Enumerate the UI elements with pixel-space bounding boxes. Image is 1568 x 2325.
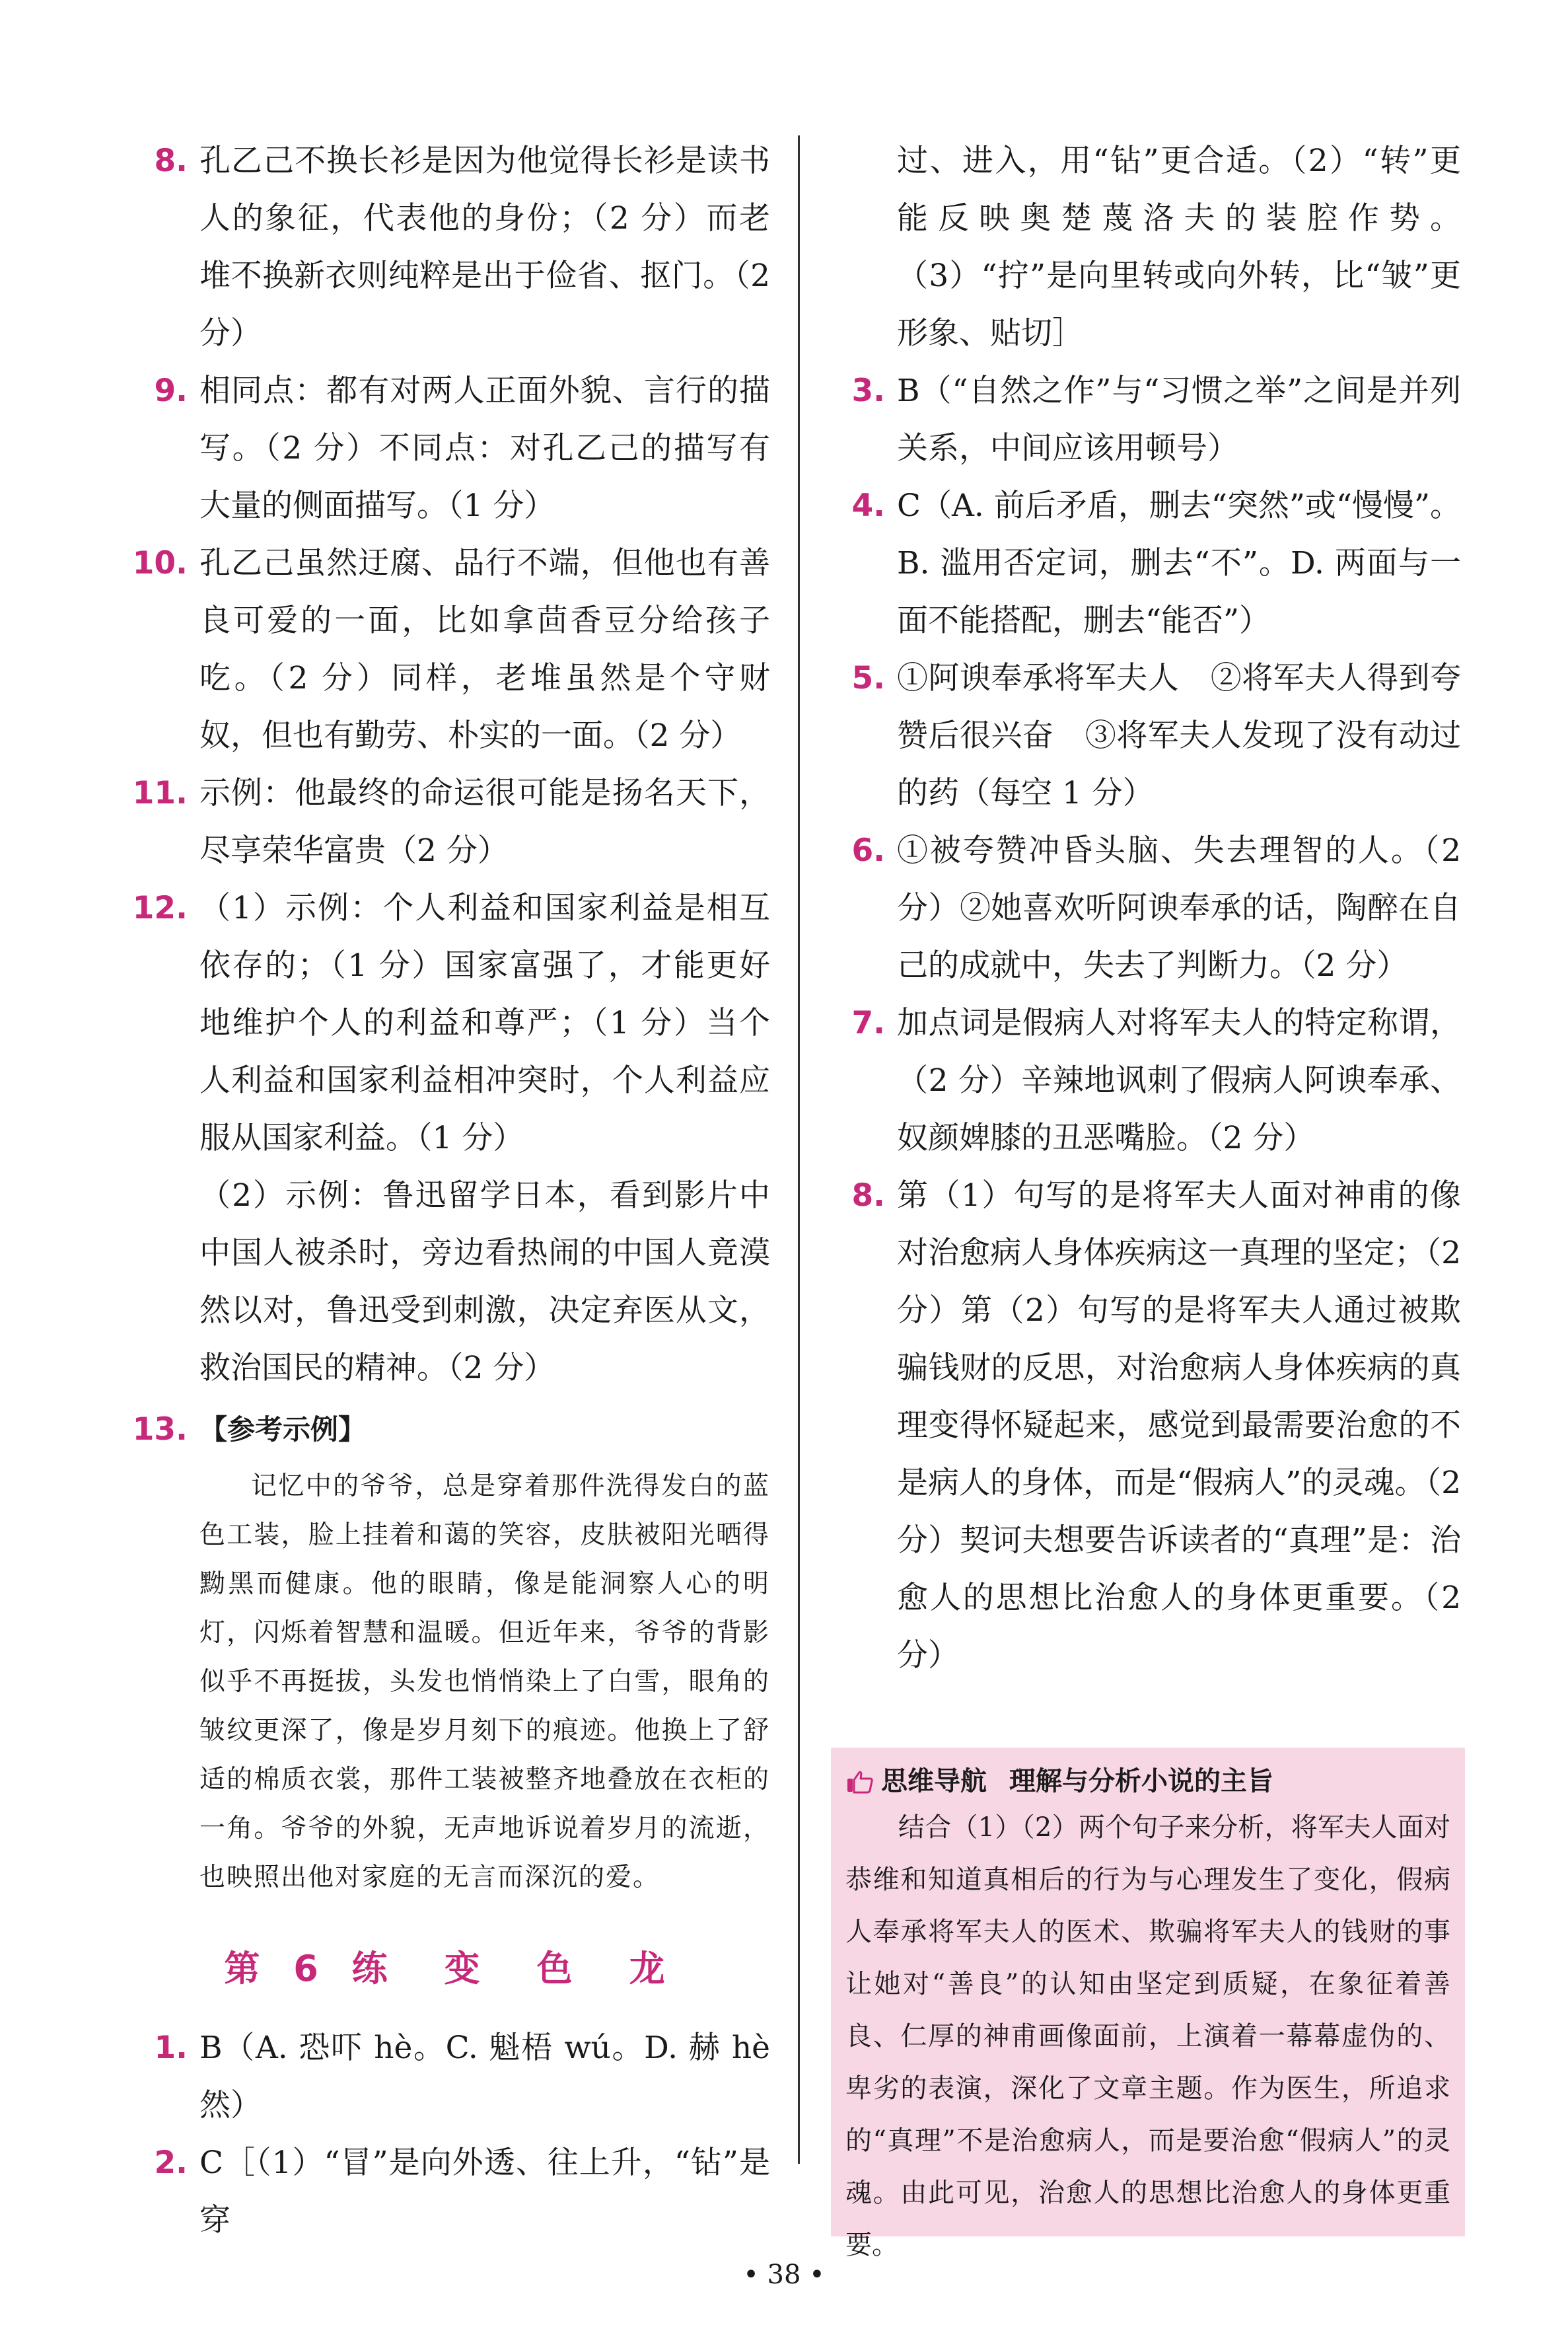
item-number: 8. — [851, 1177, 885, 1214]
answer-item-11 — [129, 764, 770, 879]
item-text: 孔乙己虽然迂腐、品行不端，但他也有善良可爱的一面，比如拿茴香豆分给孩子吃。（2 分）同样，老堆虽然是个守财奴，但也有勤劳、朴实的一面。（2 分） — [199, 545, 770, 754]
item-text: C［（1）“冒”是向外透、往上升，“钻”是穿 — [199, 2145, 770, 2238]
item-number: 11. — [132, 775, 188, 811]
thinking-guide-box — [831, 1748, 1465, 2260]
item-number: 5. — [851, 660, 885, 696]
item-text: ①阿谀奉承将军夫人 ②将军夫人得到夸赞后很兴奋 ③将军夫人发现了没有动过的药（每空 1 分） — [897, 660, 1461, 811]
answer-item-s3 — [827, 362, 1461, 477]
item-number: 12. — [132, 890, 188, 926]
item-text: C（A. 前后矛盾，删去“突然”或“慢慢”。B. 滥用否定词，删去“不”。D. 两面与一面不能搭配，删去“能否”） — [897, 488, 1461, 639]
item-number: 8. — [154, 143, 188, 179]
item-text: 相同点：都有对两人正面外貌、言行的描写。（2 分）不同点：对孔乙己的描写有大量的侧面描写。（1 分） — [199, 373, 770, 524]
item-number: 3. — [851, 373, 885, 409]
answer-item-12 — [129, 879, 770, 1167]
answer-item-s1 — [129, 2019, 770, 2134]
guide-label: 思维导航 — [881, 1766, 987, 1796]
pointing-hand-icon — [845, 1767, 874, 1796]
answer-item-s4 — [827, 477, 1461, 649]
answer-item-12-part2: （2）示例：鲁迅留学日本，看到影片中中国人被杀时，旁边看热闹的中国人竟漠然以对，鲁迅受到刺激，决定弃医从文，救治国民的精神。（2 分） — [199, 1177, 770, 1386]
reference-essay: 记忆中的爷爷，总是穿着那件洗得发白的蓝色工装，脸上挂着和蔼的笑容，皮肤被阳光晒得黝黑而健康。他的眼睛，像是能洞察人心的明灯，闪烁着智慧和温暖。但近年来，爷爷的背影似乎不再挺拔，头发也悄悄染上了白雪，眼角的皱纹更深了，像是岁月刻下的痕迹。他换上了舒适的棉质衣裳，那件工装被整齐地叠放在衣柜的一角。爷爷的外貌，无声地诉说着岁月的流逝，也映照出他对家庭的无言而深沉的爱。 — [199, 1471, 770, 1892]
answer-item-s6 — [827, 822, 1461, 994]
item-number: 2. — [154, 2145, 188, 2181]
section-title: 第 6 练 变 色 龙 — [224, 1948, 676, 1989]
left-column — [129, 132, 770, 2249]
item-text: 加点词是假病人对将军夫人的特定称谓，（2 分）辛辣地讽刺了假病人阿谀奉承、奴颜婢膝的丑恶嘴脸。（2 分） — [897, 1005, 1461, 1156]
item-text: 示例：他最终的命运很可能是扬名天下，尽享荣华富贵（2 分） — [199, 775, 770, 869]
guide-header — [845, 1761, 1450, 1802]
page-number: • 38 • — [743, 2260, 825, 2290]
answer-item-s8 — [827, 1167, 1461, 1684]
item-number: 7. — [851, 1005, 885, 1041]
guide-body: 结合（1）（2）两个句子来分析，将军夫人面对恭维和知道真相后的行为与心理发生了变化，假病人奉承将军夫人的医术、欺骗将军夫人的钱财的事让她对“善良”的认知由坚定到质疑，在象征着善良、仁厚的神甫画像面前，上演着一幕幕虚伪的、卑劣的表演，深化了文章主题。作为医生，所追求的“真理”不是治愈病人，而是要治愈“假病人”的灵魂。由此可见，治愈人的思想比治愈人的身体更重要。 — [845, 1812, 1450, 2260]
right-column — [827, 132, 1461, 1684]
item-number: 6. — [851, 832, 885, 869]
answer-item-9 — [129, 362, 770, 535]
item-text: B（A. 恐吓 hè。C. 魁梧 wú。D. 赫 hè 然） — [199, 2030, 770, 2123]
answer-item-8 — [129, 132, 770, 362]
item-number: 1. — [154, 2030, 188, 2066]
answer-item-s7 — [827, 994, 1461, 1167]
item-text: ①被夸赞冲昏头脑、失去理智的人。（2 分）②她喜欢听阿谀奉承的话，陶醉在自己的成就中，失去了判断力。（2 分） — [897, 832, 1461, 984]
item-number: 9. — [154, 373, 188, 409]
answer-item-s2 — [129, 2134, 770, 2249]
guide-subtitle: 理解与分析小说的主旨 — [1009, 1766, 1273, 1796]
item-number: 13. — [132, 1411, 188, 1448]
answer-item-13 — [129, 1401, 770, 1458]
item-text: 孔乙己不换长衫是因为他觉得长衫是读书人的象征，代表他的身份；（2 分）而老堆不换新衣则纯粹是出于俭省、抠门。（2 分） — [199, 143, 770, 351]
answer-item-10 — [129, 535, 770, 764]
answer-item-s5 — [827, 649, 1461, 822]
answer-item-s2-continued: 过、进入，用“钻”更合适。（2）“转”更能反映奥楚蔑洛夫的装腔作势。（3）“拧”是向里转或向外转，比“皱”更形象、贴切］ — [897, 143, 1461, 351]
item-text: （1）示例：个人利益和国家利益是相互依存的；（1 分）国家富强了，才能更好地维护个人的利益和尊严；（1 分）当个人利益和国家利益相冲突时，个人利益应服从国家利益。（1 分） — [199, 890, 770, 1156]
item-number: 4. — [851, 488, 885, 524]
column-divider — [798, 135, 800, 2164]
reference-example-title: 【参考示例】 — [199, 1413, 367, 1446]
item-number: 10. — [132, 545, 188, 581]
item-text: B（“自然之作”与“习惯之举”之间是并列关系，中间应该用顿号） — [897, 373, 1461, 466]
item-text: 第（1）句写的是将军夫人面对神甫的像对治愈病人身体疾病这一真理的坚定；（2 分）第（2）句写的是将军夫人通过被欺骗钱财的反思，对治愈病人身体疾病的真理变得怀疑起来，感觉到最需要治愈的不是病人的身体，而是“假病人”的灵魂。（2 分）契诃夫想要告诉读者的“真理”是：治愈人的思想比治愈人的身体更重要。（2 分） — [897, 1177, 1461, 1674]
